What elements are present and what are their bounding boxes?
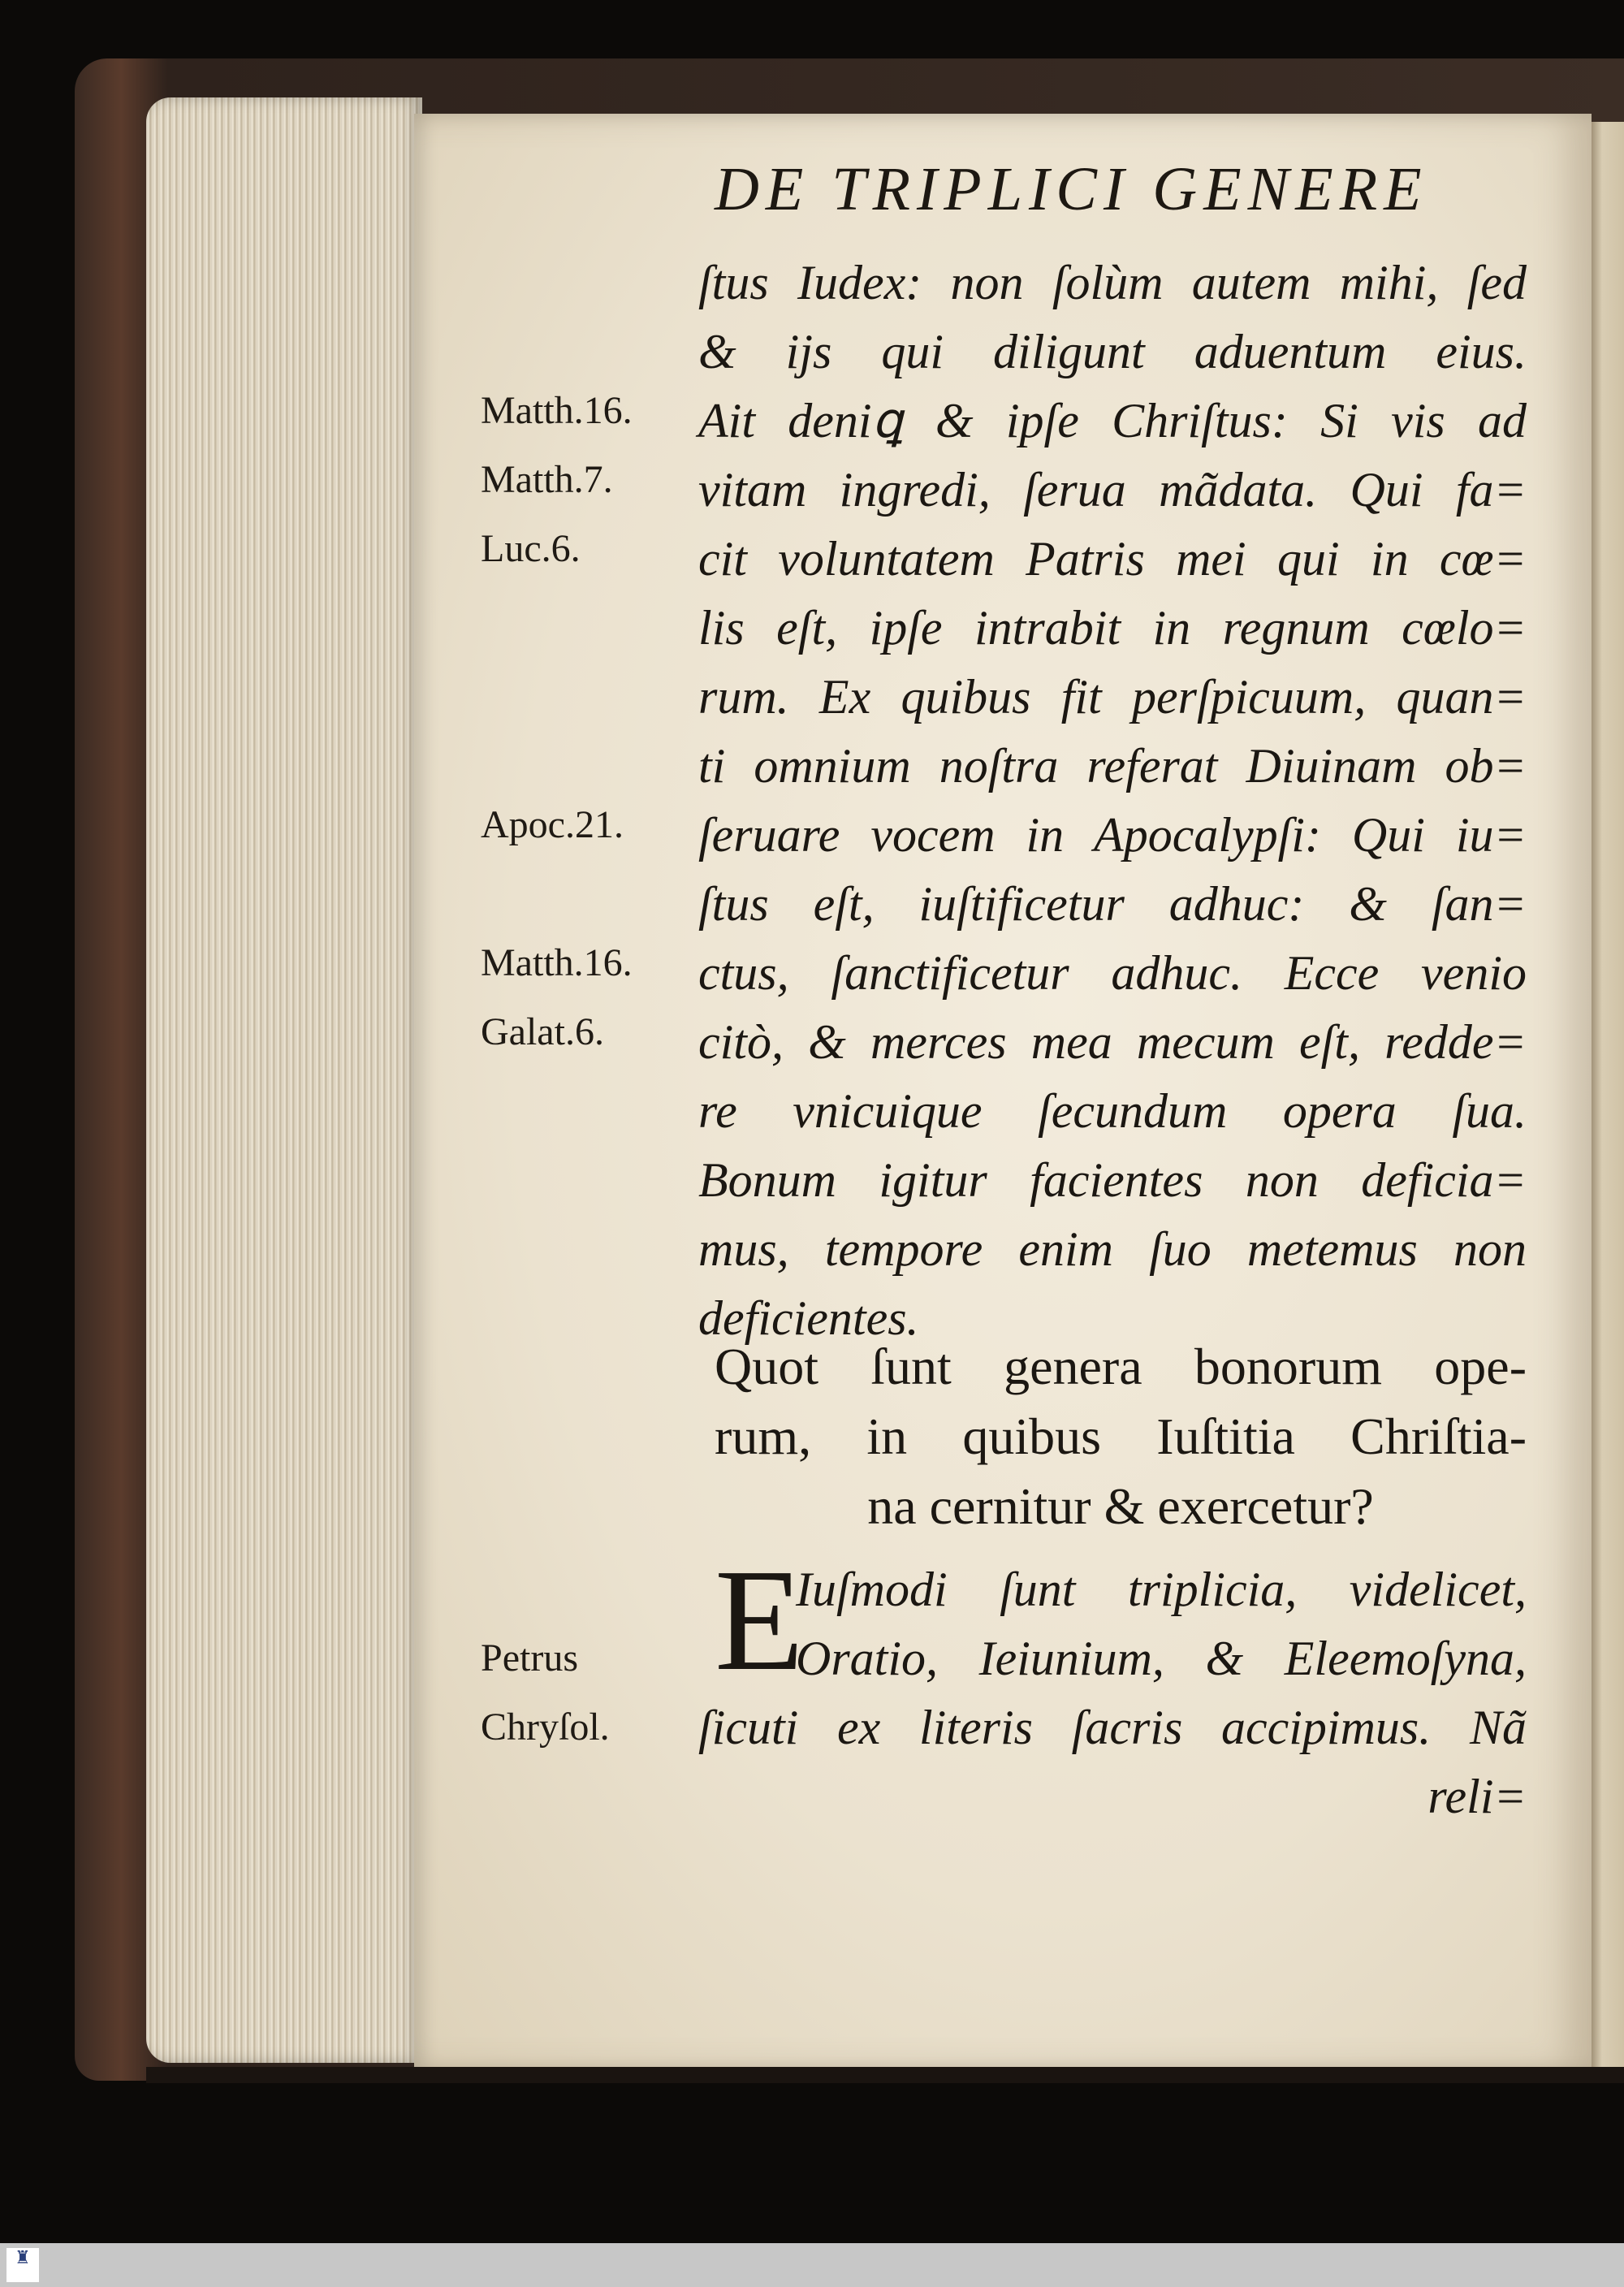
margin-note: Galat.6. [481,1010,604,1053]
text-line: lis eſt, ipſe intrabit in regnum cœlo= [698,601,1527,655]
text-line: ſtus eſt, iuſtificetur adhuc: & ſan= [698,877,1527,931]
margin-note: Matth.16. [481,389,633,432]
page-bottom-shadow [146,2067,1624,2083]
text-line: re vnicuique ſecundum opera ſua. [698,1084,1527,1138]
margin-note: Chryſol. [481,1706,610,1749]
text-line: citò, & merces mea mecum eſt, redde= [698,1015,1527,1069]
text-line: ctus, ſanctificetur adhuc. Ecce venio [698,946,1527,1000]
text-line: reli= [1427,1770,1527,1823]
text-line: mus, tempore enim ſuo metemus non [698,1222,1527,1276]
text-line: Bonum igitur facientes non deficia= [698,1153,1527,1207]
text-line: ti omnium noſtra referat Diuinam ob= [698,739,1527,793]
margin-note: Matth.7. [481,458,613,501]
page-edges [146,97,422,2063]
margin-note: Matth.16. [481,941,633,984]
margin-note: Luc.6. [481,527,581,570]
answer-lines [698,1539,1527,1831]
text-line: deficientes. [698,1291,919,1345]
library-logo-icon: ♜ [6,2248,39,2282]
drop-cap: E [715,1539,804,1701]
body-text [698,249,1527,1353]
question-line: na cernitur & exercetur? [867,1477,1374,1535]
text-line: ſicuti ex literis ſacris accipimus. Nã [698,1701,1527,1754]
margin-note: Petrus [481,1636,578,1680]
facing-page-edge [1587,122,1624,2071]
text-line: cit voluntatem Patris mei qui in cœ= [698,532,1527,586]
text-line: Oratio, Ieiunium, & Eleemoſyna, [796,1632,1527,1685]
text-line: & ijs qui diligunt aduentum eius. [698,325,1527,378]
text-line: ſtus Iudex: non ſolùm autem mihi, ſed [698,256,1527,309]
text-line: vitam ingredi, ſerua mãdata. Qui fa= [698,463,1527,517]
running-head: DE TRIPLICI GENERE [715,155,1428,223]
margin-note: Apoc.21. [481,803,624,846]
text-line: rum. Ex quibus fit perſpicuum, quan= [698,670,1527,724]
question-line: Quot ſunt genera bonorum ope- [715,1338,1527,1395]
text-line: Ait deniꝗ & ipſe Chriſtus: Si vis ad [698,394,1527,447]
question-heading [715,1332,1527,1541]
viewer-footer-bar [0,2243,1624,2287]
question-line: rum, in quibus Iuſtitia Chriſtia- [715,1407,1527,1465]
text-line: Iuſmodi ſunt triplicia, videlicet, [796,1563,1527,1616]
text-line: ſeruare vocem in Apocalypſi: Qui iu= [698,808,1527,862]
